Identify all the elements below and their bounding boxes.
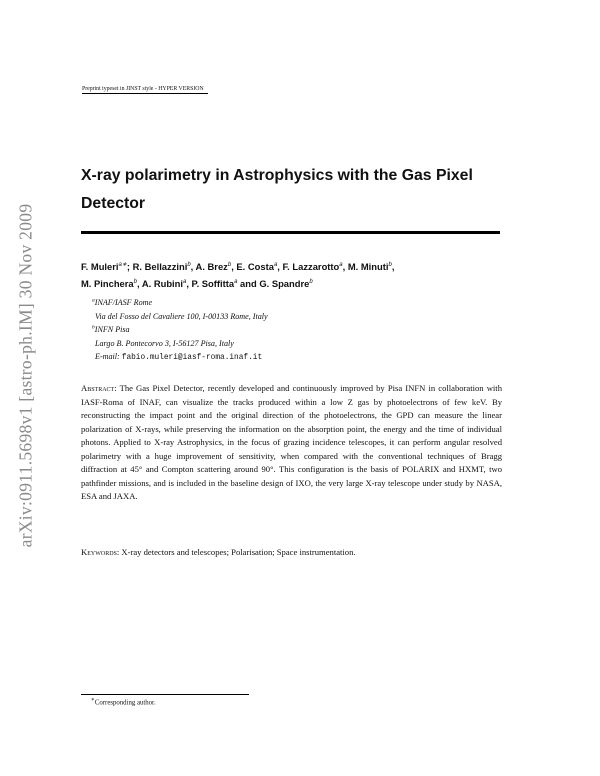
author: G. Spandre$^b$ bbox=[259, 278, 313, 289]
footnote-text: Corresponding author. bbox=[94, 699, 156, 707]
affiliation-a-address: Via del Fosso del Cavaliere 100, I-00133 Rome, Italy bbox=[95, 311, 268, 321]
keywords: Keywords: X-ray detectors and telescopes; Polarisation; Space instrumentation. bbox=[81, 547, 356, 557]
abstract-label: Abstract bbox=[81, 383, 115, 393]
title-line-1: X-ray polarimetry in Astrophysics with the Gas Pixel bbox=[81, 167, 473, 184]
author: M. Pinchera$^b$ bbox=[81, 278, 137, 289]
author: A. Rubini$^a$ bbox=[141, 278, 187, 289]
affiliation-b-address: Largo B. Pontecorvo 3, I-56127 Pisa, Italy bbox=[95, 338, 234, 348]
title-rule bbox=[81, 231, 500, 234]
author-list: F. Muleri$^{a∗}$; R. Bellazzini$^b$, A. Brez$^b$, E. Costa$^a$, F. Lazzarotto$^a$, M. Minuti$^b$, M. Pinchera$^b$, A. Rubini$^a$, P. Soffitta$^a$ and G. Spandre$^b$ bbox=[81, 261, 395, 289]
arxiv-sidebar-stamp bbox=[12, 170, 40, 580]
footnote: ∗Corresponding author. bbox=[91, 697, 156, 707]
email-line: E-mail: fabio.muleri@iasf-roma.inaf.it bbox=[95, 352, 263, 363]
affiliation-a: $^a$INAF/IASF Rome bbox=[92, 297, 153, 307]
email-address[interactable]: fabio.muleri@iasf-roma.inaf.it bbox=[121, 354, 263, 363]
author: A. Brez$^b$ bbox=[195, 261, 232, 272]
title-line-2: Detector bbox=[81, 195, 146, 212]
paper-title bbox=[81, 162, 511, 218]
author: R. Bellazzini$^b$ bbox=[132, 261, 191, 272]
author: M. Minuti$^b$ bbox=[347, 261, 392, 272]
keywords-label: Keywords bbox=[81, 547, 117, 557]
author: F. Muleri$^{a∗}$ bbox=[81, 261, 127, 272]
abstract-text: The Gas Pixel Detector, recently developed and continuously improved by Pisa INFN in collaboration with IASF-Roma of INAF, can visualize the tracks produced within a low Z gas by photoelectrons of few keV. By reconstructing the impact point and the original direction of the photoelectrons, the GPD can measure the linear polarization of X-rays, while preserving the information on the absorption point, the energy and the time of individual photons. Applied to X-ray Astrophysics, in the focus of grazing incidence telescopes, it can perform angular resolved polarimetry with a huge improvement of sensitivity, when compared with the conventional techniques of Bragg diffraction at 45° and Compton scattering around 90°. This configuration is the basis of POLARIX and HXMT, two pathfinder missions, and is included in the baseline design of IXO, the very large X-ray telescope under study by NASA, ESA and JAXA. bbox=[81, 383, 502, 501]
footnote-rule bbox=[81, 694, 249, 695]
author: P. Soffitta$^a$ bbox=[191, 278, 238, 289]
keywords-text: X-ray detectors and telescopes; Polarisation; Space instrumentation. bbox=[121, 547, 356, 557]
arxiv-identifier: arXiv:0911.5698v1 [astro-ph.IM] 30 Nov 2009 bbox=[15, 203, 36, 547]
author: E. Costa$^a$ bbox=[236, 261, 278, 272]
affiliations bbox=[92, 296, 492, 366]
author: F. Lazzarotto$^a$ bbox=[282, 261, 343, 272]
affiliation-b: $^b$INFN Pisa bbox=[92, 324, 130, 335]
abstract: Abstract: The Gas Pixel Detector, recently developed and continuously improved by Pisa INFN in collaboration with IASF-Roma of INAF, can visualize the tracks produced within a low Z gas by photoelectrons of few keV. By reconstructing the impact point and the original direction of the photoelectrons, the GPD can measure the linear polarization of X-rays, while preserving the information on the absorption point, the energy and the time of individual photons. Applied to X-ray Astrophysics, in the focus of grazing incidence telescopes, it can perform angular resolved polarimetry with a huge improvement of sensitivity, when compared with the conventional techniques of Bragg diffraction at 45° and Compton scattering around 90°. This configuration is the basis of POLARIX and HXMT, two pathfinder missions, and is included in the baseline design of IXO, the very large X-ray telescope under study by NASA, ESA and JAXA. bbox=[81, 383, 502, 501]
preprint-note: Preprint typeset in JINST style - HYPER VERSION bbox=[82, 86, 208, 94]
